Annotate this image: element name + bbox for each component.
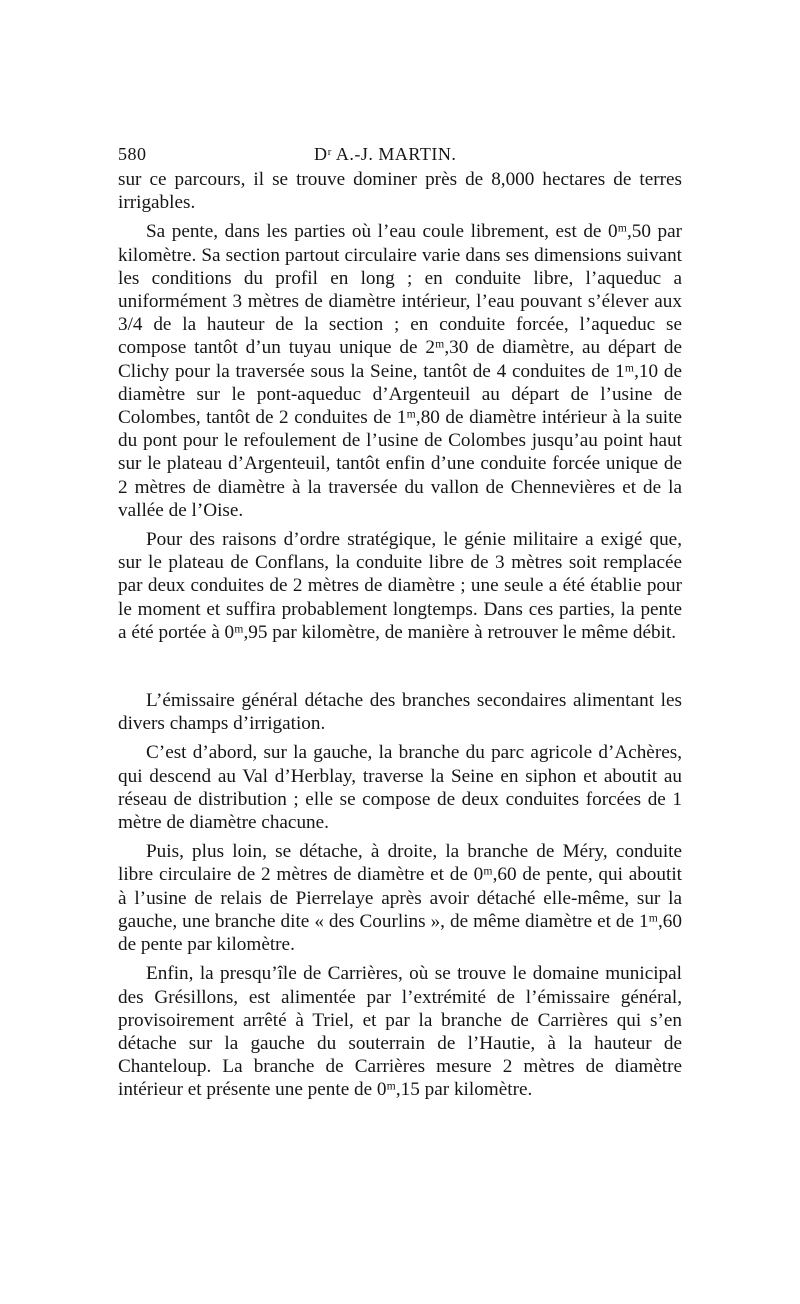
paragraph-secondary-branches: L’émissaire général détache des branches secondaires alimentant les divers champs d’irrigation. [118,690,682,735]
paragraph-carrieres-branch: Enfin, la presqu’île de Carrières, où se trouve le domaine municipal des Grésillons, est alimentée par l’extrémité de l’émissaire général, provisoirement arrêté à Triel, et par la branche de Carrières qui s’en détache sur la gauche du souterrain de l’Hautie, à la hauteur de Chanteloup. La branche de Carrières mesure 2 mètres de diamètre intérieur et présente une pente de 0ᵐ,15 par kilomètre. [118,963,682,1101]
paragraph-strategic-reasons: Pour des raisons d’ordre stratégique, le génie militaire a exigé que, sur le plateau de Conflans, la conduite libre de 3 mètres soit remplacée par deux conduites de 2 mètres de diamètre ; une seule a été établie pour le moment et suffira probablement longtemps. Dans ces parties, la pente a été portée à 0ᵐ,95 par kilomètre, de manière à retrouver le même débit. [118,529,682,643]
paragraph-continuation: sur ce parcours, il se trouve dominer près de 8,000 hectares de terres irrigables. [118,169,682,214]
paragraph-mery-branch: Puis, plus loin, se détache, à droite, la branche de Méry, conduite libre circulaire de 2 mètres de diamètre et de 0ᵐ,60 de pente, qui aboutit à l’usine de relais de Pierrelaye après avoir détaché elle-même, sur la gauche, une branche dite « des Courlins », de même diamètre et de 1ᵐ,60 de pente par kilomètre. [118,841,682,956]
book-page [118,140,682,1102]
running-head-author: Dʳ A.-J. MARTIN. [314,144,457,164]
paragraph-slope-section: Sa pente, dans les parties où l’eau coule librement, est de 0ᵐ,50 par kilomètre. Sa section partout circulaire varie dans ses dimensions suivant les conditions du profil en long ; en conduite libre, l’aqueduc a uniformément 3 mètres de diamètre intérieur, l’eau pouvant s’élever aux 3/4 de la hauteur de la section ; en conduite forcée, l’aqueduc se compose tantôt d’un tuyau unique de 2ᵐ,30 de diamètre, au départ de Clichy pour la traversée sous la Seine, tantôt de 4 conduites de 1ᵐ,10 de diamètre sur le pont-aqueduc d’Argenteuil au départ de l’usine de Colombes, tantôt de 2 conduites de 1ᵐ,80 de diamètre intérieur à la suite du pont pour le refoulement de l’usine de Colombes jusqu’au point haut sur le plateau d’Argenteuil, tantôt enfin d’une conduite forcée unique de 2 mètres de diamètre à la traversée du vallon de Chennevières et de la vallée de l’Oise. [118,221,682,521]
paragraph-acheres-branch: C’est d’abord, sur la gauche, la branche du parc agricole d’Achères, qui descend au Val d’Herblay, traverse la Seine en siphon et aboutit au réseau de distribution ; elle se compose de deux conduites forcées de 1 mètre de diamètre chacune. [118,742,682,834]
running-head [118,140,682,168]
page-number: 580 [118,144,147,164]
